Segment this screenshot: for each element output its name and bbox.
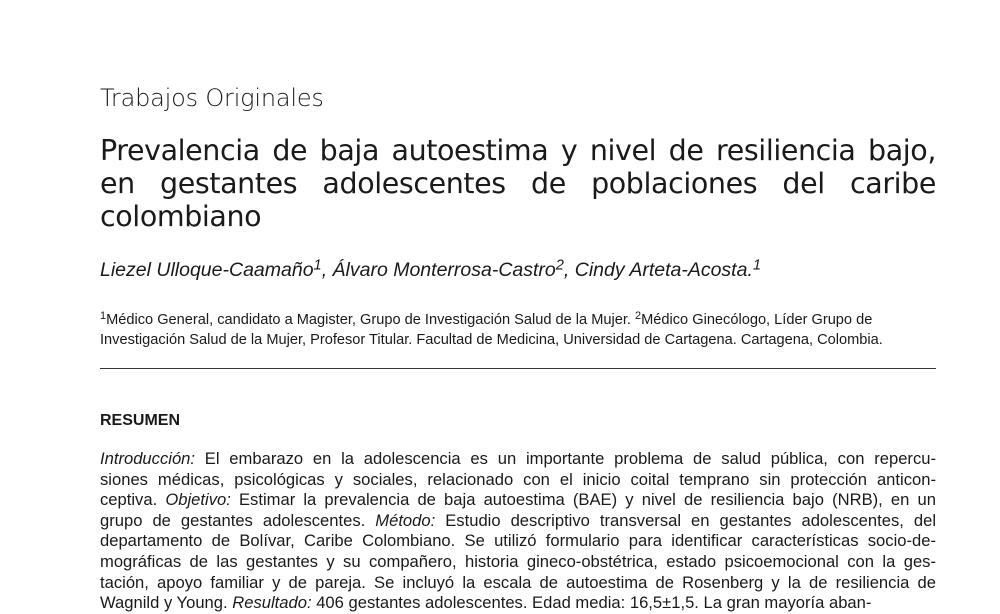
abstract-text: Estudio descriptivo transversal en gestantes adolescentes, del — [435, 510, 937, 530]
author-name: Cindy Arteta-Acosta. — [574, 259, 753, 281]
article-title — [100, 134, 936, 233]
abstract-text: 406 gestantes adolescentes. Edad media: 16,5±1,5. La gran mayoría aban- — [311, 593, 872, 613]
title-line: colombiano — [100, 200, 262, 233]
abstract-section-label: Introducción: — [100, 449, 196, 468]
affiliation-mark: 1 — [100, 310, 107, 323]
abstract-text: ceptiva. — [100, 490, 166, 510]
title-line: Prevalencia de baja autoestima y nivel de resiliencia bajo, — [100, 134, 936, 167]
abstract-text: Estimar la prevalencia de baja autoestima (BAE) y nivel de resiliencia bajo (NRB), en un — [230, 490, 936, 510]
affiliation-text: Médico Ginecólogo, Líder Grupo de — [641, 312, 873, 328]
abstract-line — [100, 593, 936, 614]
divider — [100, 368, 936, 369]
title-line: en gestantes adolescentes de poblaciones del caribe — [100, 167, 936, 200]
abstract-line — [100, 470, 936, 491]
author-name: Liezel Ulloque-Caamaño — [100, 259, 314, 281]
abstract-section-label: Método: — [375, 510, 436, 530]
abstract-text: departamento de Bolívar, Caribe Colombiano. Se utilizó formulario para identificar características socio-de- — [100, 531, 936, 551]
abstract-text: Wagnild y Young. — [100, 593, 233, 613]
abstract-line — [100, 490, 936, 511]
author-list — [100, 259, 761, 282]
resumen-heading: RESUMEN — [100, 412, 181, 429]
abstract-section-label: Resultado: — [232, 593, 312, 613]
affiliation-text: Médico General, candidato a Magister, Grupo de Investigación Salud de la Mujer. — [106, 312, 636, 328]
abstract-line — [100, 552, 936, 573]
author-affiliation-mark: 1 — [313, 257, 322, 274]
affiliations — [100, 310, 936, 350]
author-affiliation-mark: 1 — [752, 257, 762, 274]
abstract-text: tación, apoyo familiar y de pareja. Se incluyó la escala de autoestima de Rosenberg y la de resiliencia de — [100, 572, 936, 592]
section-label: Trabajos Originales — [100, 84, 324, 112]
abstract-text: mográficas de las gestantes y su compañero, historia gineco-obstétrica, estado psicoemocional con la ges- — [100, 551, 936, 571]
affiliation-line: Investigación Salud de la Mujer, Profesor Titular. Facultad de Medicina, Universidad de Cartagena. Cartagena, Colombia. — [100, 332, 883, 348]
affiliation-mark: 2 — [635, 310, 642, 323]
abstract-body — [100, 449, 936, 614]
abstract-text: El embarazo en la adolescencia es un importante problema de salud pública, con repercu- — [195, 449, 936, 468]
abstract-section-label: Objetivo: — [165, 490, 231, 510]
author-separator: , — [563, 259, 575, 281]
author-separator: , — [321, 259, 333, 281]
author-name: Álvaro Monterrosa-Castro — [332, 259, 556, 281]
affiliation-line — [100, 310, 936, 330]
abstract-text: siones médicas, psicológicas y sociales, relacionado con el inicio coital temprano sin protección anticon- — [100, 469, 936, 489]
abstract-line — [100, 573, 936, 594]
abstract-line — [100, 449, 936, 470]
abstract-line — [100, 511, 936, 532]
abstract-text: grupo de gestantes adolescentes. — [100, 510, 376, 530]
author-affiliation-mark: 2 — [555, 257, 564, 274]
abstract-line — [100, 531, 936, 552]
